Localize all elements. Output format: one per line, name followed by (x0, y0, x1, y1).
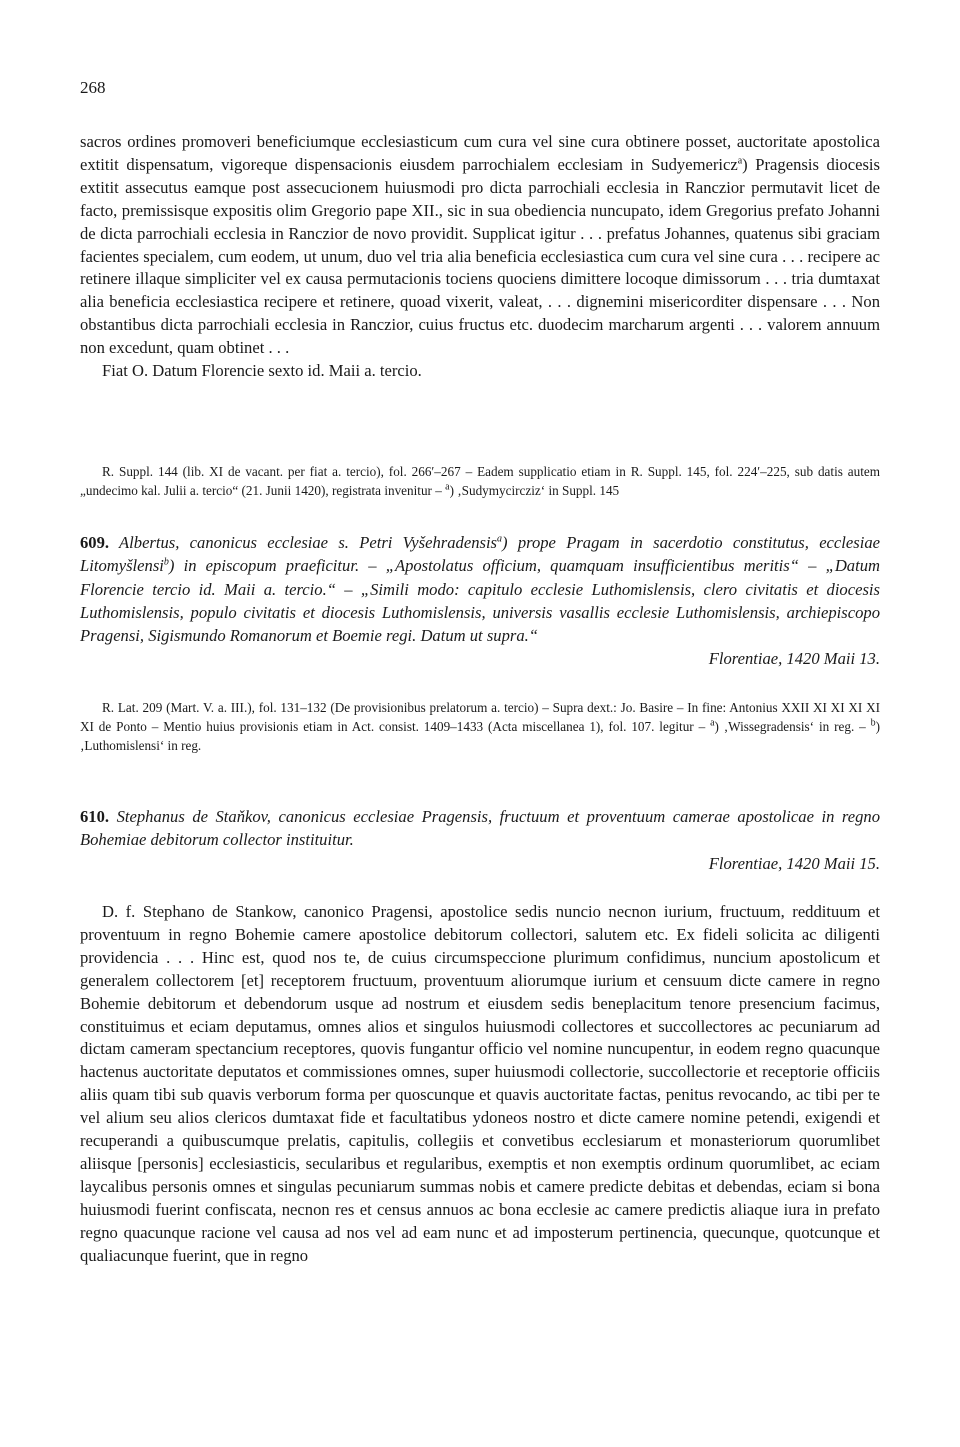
continuation-notes (80, 462, 880, 500)
continuation-text (80, 131, 880, 383)
continuation-part-1: sacros ordines promoveri beneficiumque ecclesiasticum cum cura vel sine cura obtinere posset, auctoritate apostolica extitit dispensatum, vigoreque dispensacionis eiusdem parrochialem ecclesiam in Sudyemericz (80, 132, 880, 174)
footnote-mark-a: a (737, 155, 743, 167)
entry-610-summary: Stephanus de Staňkov, canonicus ecclesiae Pragensis, fructuum et proventuum camerae apostolicae in regno Bohemiae debitorum collector instituitur. (80, 807, 880, 850)
entry-610-place-date: Florentiae, 1420 Maii 15. (708, 853, 880, 873)
entry-609-note-mark-b: b (870, 717, 876, 729)
entry-609-summary-2: ) prope Pragam in sacerdotio constitutus, ecclesiae Litomyšlensi (80, 533, 880, 576)
entry-610-head (80, 805, 880, 875)
entry-609-notes (80, 698, 880, 755)
entry-609-summary-3: ) in episcopum praeficitur. – „Apostolatus officium, quamquam insufficientibus meritis“ – „Datum Florencie tercio id. Maii a. tercio.“ – „Simili modo: capitulo ecclesie Luthomislensis, clero civitatis et diocesis Luthomislensis, populo civitatis et diocesis Luthomislensis, universis vasallis ecclesie Luthomislensis, archiepiscopo Pragensi, Sigismundo Romanorum et Boemie regi. Datum ut supra.“ (80, 556, 880, 646)
entry-609-note-1: R. Lat. 209 (Mart. V. a. III.), fol. 131–132 (De provisionibus prelatorum a. tercio) – Supra dext.: Jo. Basire – In fine: Antonius XXII XI XI XI XI XI de Ponto – Mentio huius provisionis etiam in Act. consist. 1409–1433 (Acta miscellanea 1), fol. 107. legitur – (80, 700, 880, 734)
note-text-end: ) ‚Sudymycircziz‘ in Suppl. 145 (449, 483, 620, 498)
note-text: R. Suppl. 144 (lib. XI de vacant. per fiat a. tercio), fol. 266′–267 – Eadem supplicatio etiam in R. Suppl. 145, fol. 224′–225, sub datis autem „undecimo kal. Julii a. tercio“ (21. Junii 1420), registrata invenitur – (80, 464, 880, 498)
entry-609-summary-1: Albertus, canonicus ecclesiae s. Petri Vyšehradensis (109, 533, 498, 552)
continuation-part-2: ) Pragensis diocesis extitit assecutus eamque post assecucionem huiusmodi pro dicta parrochiali ecclesia in Ranczior permutavit licet de facto, premissisque expositis olim Gregorio pape XII., sic in sua obediencia nuncupato, idem Gregorius prefato Johanni de dicta parrochiali ecclesia in Ranczior de novo providit. Supplicat igitur . . . prefatus Johannes, quatenus sibi graciam facientes specialem, cum eodem, ut unum, duo vel tria alia beneficia ecclesiastica cum cura vel sine cura . . . recipere ac retinere illaque simpliciter vel ex causa permutacionis tociens quociens dimittere locoque dimissorum . . . tria dumtaxat alia beneficia ecclesiastica recipere et retinere, quoad vixerit, valeat, . . . dignemini misericorditer dispensare . . . Non obstantibus dicta parrochiali ecclesia in Ranczior, cuius fructus etc. duodecim marcharum argenti . . . valorem annuum non excedunt, quam obtinet . . . (80, 154, 880, 358)
entry-609-note-3: ) ‚Luthomislensi‘ in reg. (80, 719, 880, 753)
fiat-line: Fiat O. Datum Florencie sexto id. Maii a. tercio. (102, 361, 422, 381)
entry-610-text-block (80, 901, 880, 1268)
entry-609-head (80, 531, 880, 671)
entry-609-note-2: ) ‚Wissegradensis‘ in reg. – (714, 719, 871, 734)
entry-609-mark-b: b (163, 556, 169, 568)
entry-610-number: 610. (80, 807, 110, 826)
page-number: 268 (80, 78, 106, 97)
note-mark-a: a (445, 481, 450, 493)
entry-609-mark-a: a (497, 533, 503, 545)
entry-609-note-mark-a: a (710, 717, 715, 729)
entry-609-number: 609. (80, 533, 110, 552)
entry-609-place-date: Florentiae, 1420 Maii 13. (708, 649, 880, 669)
entry-610-text: D. f. Stephano de Stankow, canonico Pragensi, apostolice sedis nuncio necnon iurium, fructuum, reddituum et proventuum in regno Bohemie camere apostolice debitorum collectori, salutem etc. Ex fideli solicita ac diligenti providencia . . . Hinc est, quod nos te, de cuius circumspeccione plurimum confidimus, nuncium apostolicum et generalem collectorem [et] receptorem fructuum, proventuum aliorumque iurium et censuum dicte camere in regno Bohemie debitorum et debendorum usque ad nostrum et eiusdem sedis beneplacitum tenore presencium facimus, constituimus et eciam deputamus, omnes alios et singulos huiusmodi collectores et succollectores ac pecuniarum ad dictam cameram spectancium receptores, quovis fungantur officio vel nomine nuncupentur, in eodem regno quacunque hactenus auctoritate deputatos et commissiones omnes, super huiusmodi collectorie, succollectorie et receptorie officiis aliis quam tibi sub quavis verborum forma per quoscunque et quavis auctoritate factas, penitus revocando, ac tibi per te vel alium seu alios clericos dumtaxat fide et facultatibus ydoneos nostro et dicte camere nomine petendi, exigendi et recuperandi a quibuscumque prelatis, capitulis, collegiis et convetibus ecclesiarum et monasteriorum quorumlibet aliisque [personis] ecclesiasticis, secularibus et regularibus, exemptis et non exemptis ordinum quorumlibet, ac eciam laycalibus personis omnes et singulas pecuniarum summas nobis et camere predicte debitas et debendas, eciam si bona huiusmodi fuerint confiscata, necnon res et census annuos ac bona ecclesie ac camere predictis aliaque iura in prefato regno quacunque racione vel causa ad nos vel ad eam nunc et ad imposterum pertinencia, quecunque, quotcunque et qualiacunque fuerint, que in regno (80, 902, 880, 1265)
